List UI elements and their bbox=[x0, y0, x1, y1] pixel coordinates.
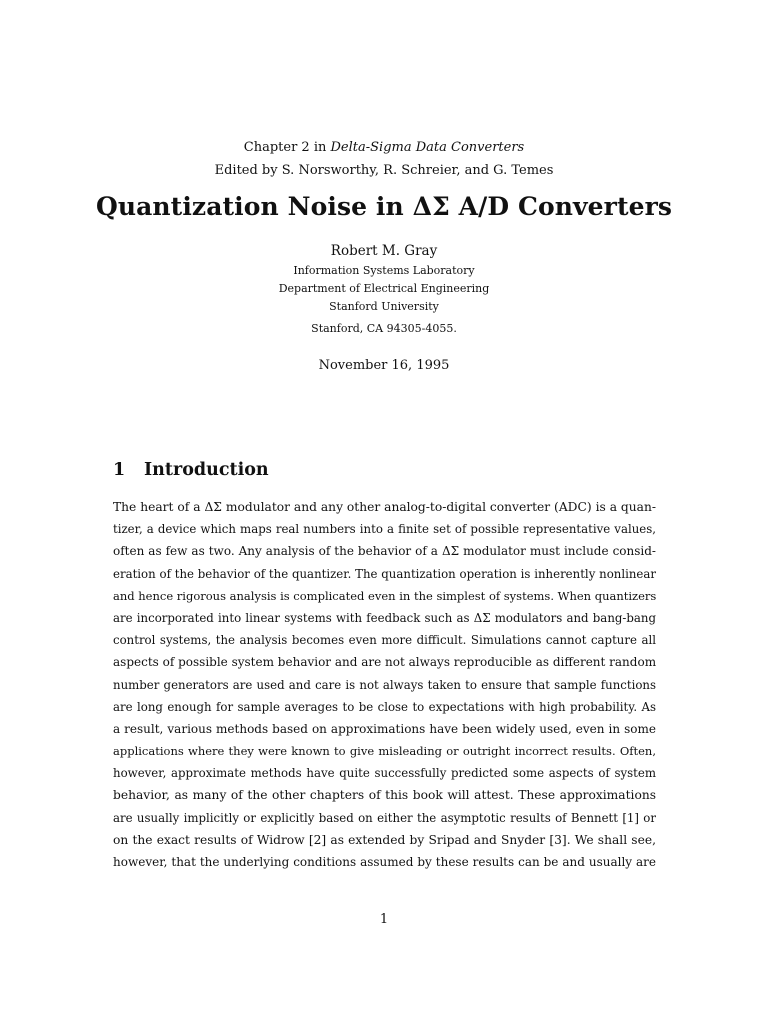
chapter-prefix: Chapter 2 in bbox=[243, 140, 331, 155]
affiliation-address: Stanford, CA 94305-4055. bbox=[311, 322, 457, 335]
section-body bbox=[113, 496, 656, 873]
body-line: applications where they were known to give misleading or outright incorrect results. Often, bbox=[113, 744, 656, 759]
body-line: on the exact results of Widrow [2] as extended by Sripad and Snyder [3]. We shall see, bbox=[113, 832, 656, 847]
body-line: and hence rigorous analysis is complicated even in the simplest of systems. When quantizers bbox=[113, 588, 656, 603]
book-title: Delta-Sigma Data Converters bbox=[330, 140, 525, 155]
section-heading bbox=[113, 460, 269, 480]
body-line: a result, various methods based on approximations have been widely used, even in some bbox=[113, 721, 656, 736]
body-line: number generators are used and care is not always taken to ensure that sample functions bbox=[113, 677, 656, 692]
paper-title: Quantization Noise in ΔΣ A/D Converters bbox=[95, 192, 673, 221]
body-line: however, approximate methods have quite successfully predicted some aspects of system bbox=[113, 766, 656, 781]
body-line: The heart of a ΔΣ modulator and any other analog-to-digital converter (ADC) is a quan- bbox=[113, 500, 656, 514]
editors-line: Edited by S. Norsworthy, R. Schreier, and G. Temes bbox=[214, 163, 554, 178]
affiliation-department: Department of Electrical Engineering bbox=[278, 282, 490, 295]
body-line: control systems, the analysis becomes even more difficult. Simulations cannot capture all bbox=[113, 633, 656, 648]
section-title: Introduction bbox=[144, 460, 269, 480]
page-number: 1 bbox=[379, 912, 389, 927]
body-line: however, that the underlying conditions assumed by these results can be and usually are bbox=[113, 855, 656, 869]
section-number: 1 bbox=[113, 460, 126, 480]
body-line: tizer, a device which maps real numbers into a finite set of possible representative values, bbox=[113, 522, 656, 537]
author-name: Robert M. Gray bbox=[330, 243, 438, 259]
affiliation-lab: Information Systems Laboratory bbox=[293, 264, 475, 277]
body-line: often as few as two. Any analysis of the behavior of a ΔΣ modulator must include consid- bbox=[113, 544, 656, 559]
body-line: eration of the behavior of the quantizer. The quantization operation is inherently nonlinear bbox=[113, 566, 656, 581]
paper-date: November 16, 1995 bbox=[318, 358, 450, 373]
body-line: are incorporated into linear systems with feedback such as ΔΣ modulators and bang-bang bbox=[113, 610, 656, 625]
affiliation-university: Stanford University bbox=[329, 300, 439, 313]
body-line: behavior, as many of the other chapters of this book will attest. These approximations bbox=[113, 788, 656, 803]
body-line: are usually implicitly or explicitly based on either the asymptotic results of Bennett [1] or bbox=[113, 810, 656, 825]
body-line: aspects of possible system behavior and are not always reproducible as different random bbox=[113, 655, 656, 670]
chapter-line bbox=[0, 140, 768, 155]
body-line: are long enough for sample averages to be close to expectations with high probability. As bbox=[113, 699, 656, 714]
